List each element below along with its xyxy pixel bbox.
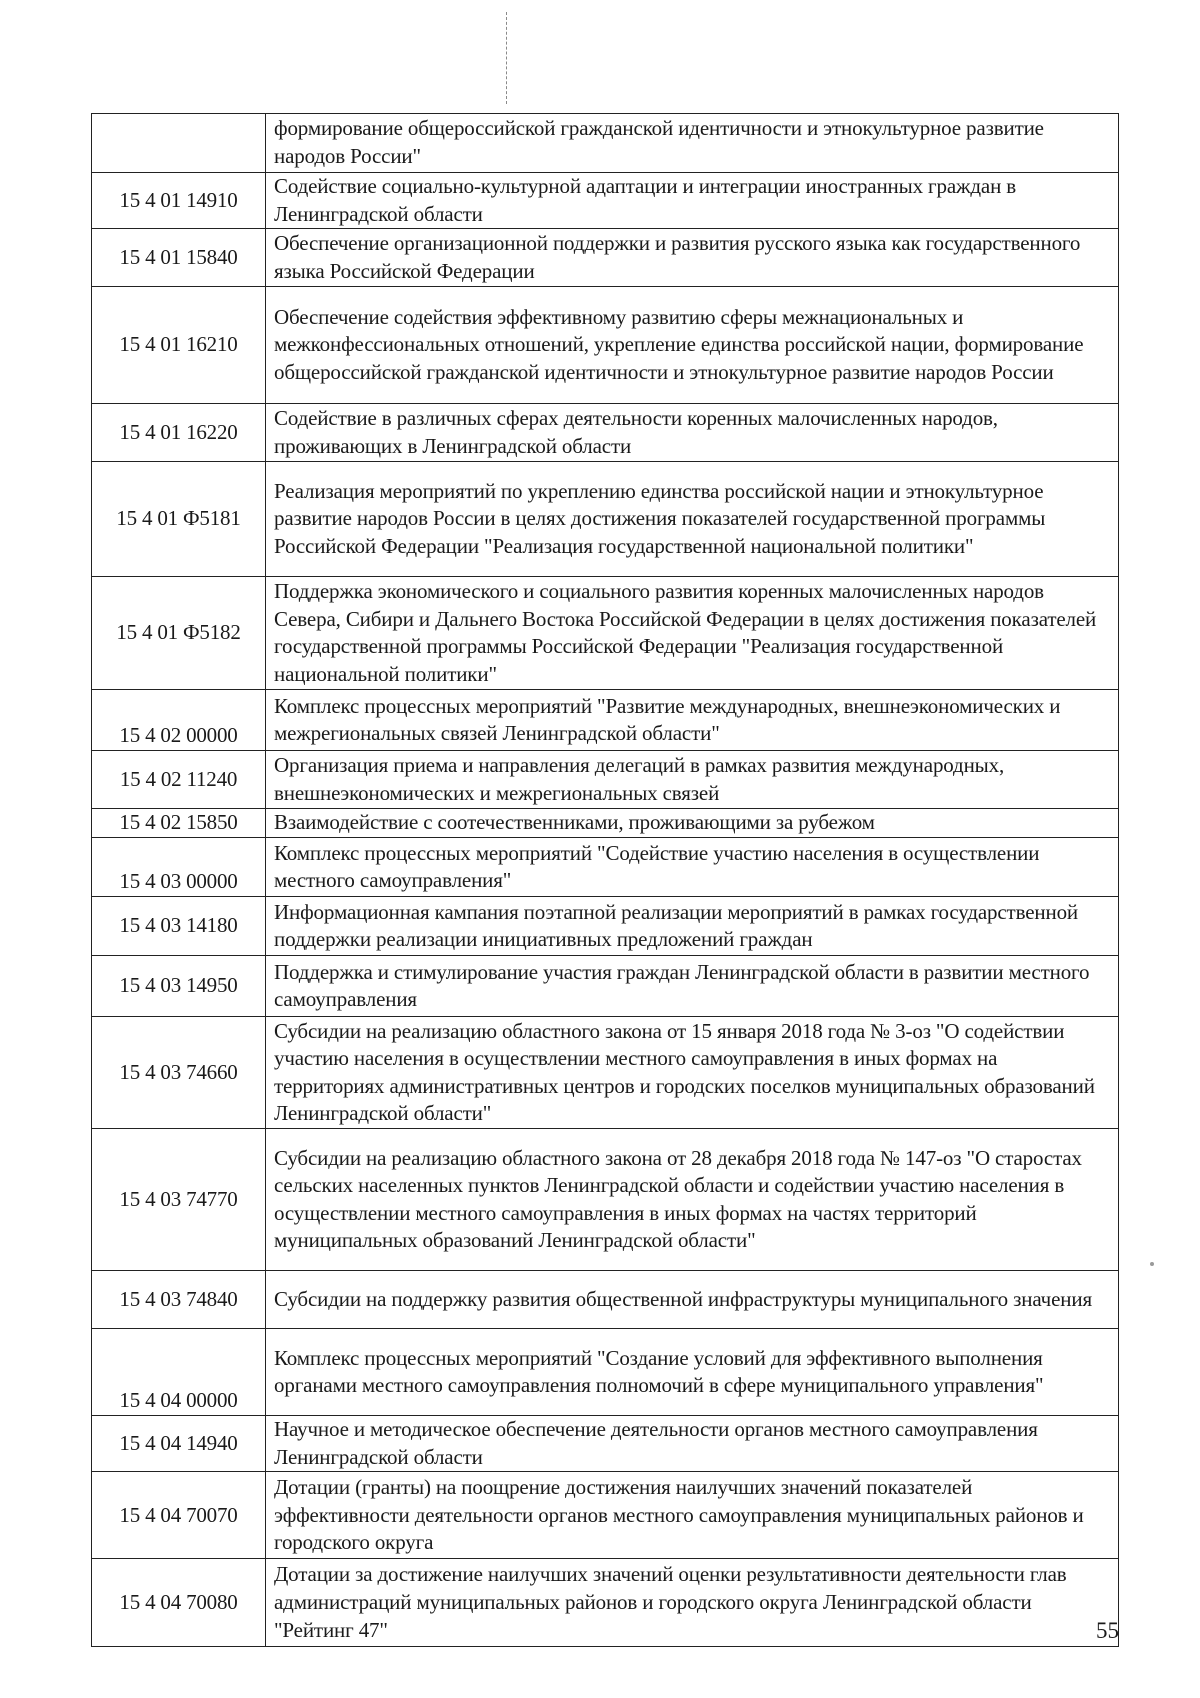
code-cell: 15 4 04 70070 [92, 1472, 266, 1559]
description-cell: Субсидии на реализацию областного закона от 28 декабря 2018 года № 147-оз "О старостах сельских населенных пунктов Ленинградской области и содействии участию населения в осуществлении местного самоуправления в иных формах на частях территорий муниципальных образований Ленинградской области" [266, 1129, 1119, 1271]
table-row [92, 114, 1119, 173]
description-cell: Обеспечение организационной поддержки и развития русского языка как государственного языка Российской Федерации [266, 229, 1119, 287]
table-row [92, 1271, 1119, 1329]
description-cell: Информационная кампания поэтапной реализации мероприятий в рамках государственной поддержки реализации инициативных предложений граждан [266, 897, 1119, 956]
table-row [92, 1559, 1119, 1647]
description-cell: Комплекс процессных мероприятий "Создание условий для эффективного выполнения органами местного самоуправления полномочий в сфере муниципального управления" [266, 1329, 1119, 1416]
description-cell: Комплекс процессных мероприятий "Содействие участию населения в осуществлении местного самоуправления" [266, 838, 1119, 897]
code-cell: 15 4 03 74840 [92, 1271, 266, 1329]
table-row [92, 404, 1119, 462]
code-cell: 15 4 03 14950 [92, 956, 266, 1017]
table-row [92, 1416, 1119, 1472]
description-cell: Организация приема и направления делегаций в рамках развития международных, внешнеэкономических и межрегиональных связей [266, 751, 1119, 809]
code-cell: 15 4 01 14910 [92, 173, 266, 229]
table-row [92, 229, 1119, 287]
table-row [92, 751, 1119, 809]
table-row [92, 462, 1119, 577]
code-cell: 15 4 02 15850 [92, 809, 266, 838]
table-row [92, 1329, 1119, 1416]
code-cell: 15 4 01 16220 [92, 404, 266, 462]
code-cell: 15 4 01 Ф5181 [92, 462, 266, 577]
description-cell: Комплекс процессных мероприятий "Развитие международных, внешнеэкономических и межрегиональных связей Ленинградской области" [266, 690, 1119, 751]
code-cell: 15 4 03 14180 [92, 897, 266, 956]
description-cell: Субсидии на поддержку развития общественной инфраструктуры муниципального значения [266, 1271, 1119, 1329]
table-row [92, 1472, 1119, 1559]
description-cell: Содействие социально-культурной адаптации и интеграции иностранных граждан в Ленинградской области [266, 173, 1119, 229]
code-cell: 15 4 03 74770 [92, 1129, 266, 1271]
code-cell: 15 4 04 14940 [92, 1416, 266, 1472]
description-cell: Дотации за достижение наилучших значений оценки результативности деятельности глав администраций муниципальных районов и городского округа Ленинградской области "Рейтинг 47" [266, 1559, 1119, 1647]
description-cell: Поддержка и стимулирование участия граждан Ленинградской области в развитии местного самоуправления [266, 956, 1119, 1017]
code-cell: 15 4 03 00000 [92, 838, 266, 897]
code-cell: 15 4 01 15840 [92, 229, 266, 287]
table-row [92, 287, 1119, 404]
table-row [92, 809, 1119, 838]
scan-speck [1150, 1262, 1154, 1266]
table-row [92, 1017, 1119, 1129]
budget-codes-table [91, 113, 1119, 1647]
code-cell: 15 4 02 00000 [92, 690, 266, 751]
code-cell: 15 4 01 Ф5182 [92, 577, 266, 690]
table-row [92, 577, 1119, 690]
code-cell: 15 4 02 11240 [92, 751, 266, 809]
code-cell [92, 114, 266, 173]
description-cell: Дотации (гранты) на поощрение достижения наилучших значений показателей эффективности деятельности органов местного самоуправления муниципальных районов и городского округа [266, 1472, 1119, 1559]
page-number: 55 [1096, 1618, 1119, 1643]
description-cell: Субсидии на реализацию областного закона от 15 января 2018 года № 3-оз "О содействии участию населения в осуществлении местного самоуправления в иных формах на территориях административных центров и городских поселков муниципальных образований Ленинградской области" [266, 1017, 1119, 1129]
table-row [92, 838, 1119, 897]
code-cell: 15 4 03 74660 [92, 1017, 266, 1129]
table-row [92, 173, 1119, 229]
table-row [92, 956, 1119, 1017]
table-row [92, 690, 1119, 751]
description-cell: Поддержка экономического и социального развития коренных малочисленных народов Севера, Сибири и Дальнего Востока Российской Федерации в целях достижения показателей государственной программы Российской Федерации "Реализация государственной национальной политики" [266, 577, 1119, 690]
code-cell: 15 4 04 70080 [92, 1559, 266, 1647]
code-cell: 15 4 01 16210 [92, 287, 266, 404]
description-cell: формирование общероссийской гражданской идентичности и этнокультурное развитие народов России" [266, 114, 1119, 173]
table-row [92, 897, 1119, 956]
code-cell: 15 4 04 00000 [92, 1329, 266, 1416]
description-cell: Реализация мероприятий по укреплению единства российской нации и этнокультурное развитие народов России в целях достижения показателей государственной программы Российской Федерации "Реализация государственной национальной политики" [266, 462, 1119, 577]
binding-fold-mark [506, 12, 507, 104]
table-row [92, 1129, 1119, 1271]
description-cell: Взаимодействие с соотечественниками, проживающими за рубежом [266, 809, 1119, 838]
description-cell: Научное и методическое обеспечение деятельности органов местного самоуправления Ленинградской области [266, 1416, 1119, 1472]
description-cell: Обеспечение содействия эффективному развитию сферы межнациональных и межконфессиональных отношений, укрепление единства российской нации, формирование общероссийской гражданской идентичности и этнокультурное развитие народов России [266, 287, 1119, 404]
description-cell: Содействие в различных сферах деятельности коренных малочисленных народов, проживающих в Ленинградской области [266, 404, 1119, 462]
